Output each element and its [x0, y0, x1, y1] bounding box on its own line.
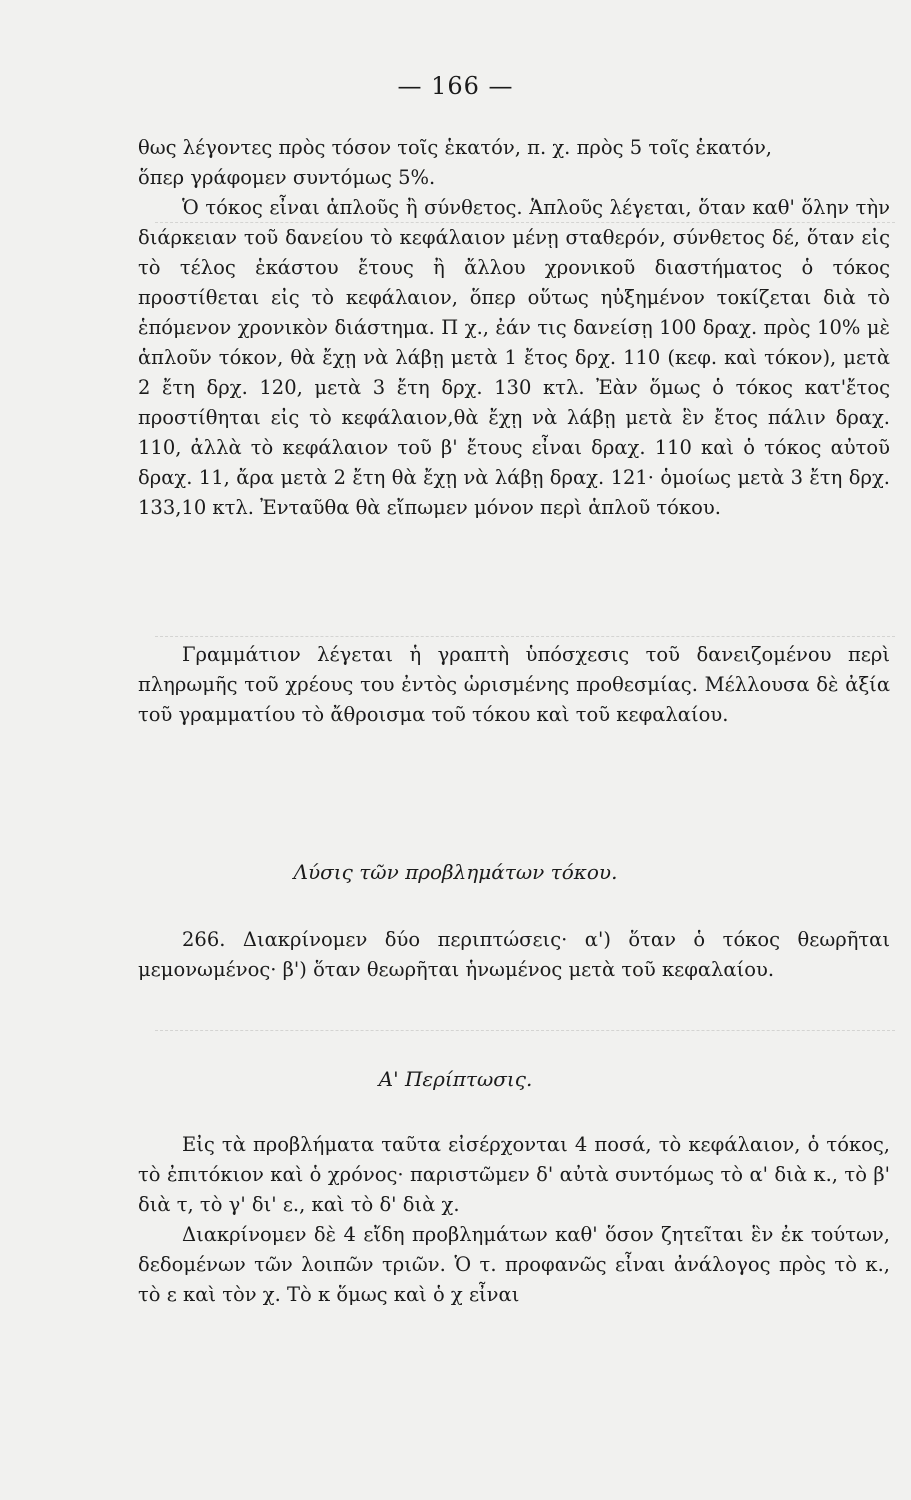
subsection-title: Α' Περίπτωσις.	[378, 1067, 533, 1091]
promissory-note-paragraph	[138, 640, 890, 730]
promissory-note-text: Γραμμάτιον λέγεται ἡ γραπτὴ ὑπόσχεσις τοῦ δανειζομένου περὶ πληρωμῆς τοῦ χρέους του ἐντὸς ὡρισμένης προθεσμίας. Μέλλουσα δὲ ἀξία τοῦ γραμματίου τὸ ἄθροισμα τοῦ τόκου καὶ τοῦ κεφαλαίου.	[138, 643, 890, 726]
case-a-paragraph-2: Διακρίνομεν δὲ 4 εἴδη προβλημάτων καθ' ὅσον ζητεῖται ἓν ἐκ τούτων, δεδομένων τῶν λοιπῶν τριῶν. Ὁ τ. προφανῶς εἶναι ἀνάλογος πρὸς τὸ κ., τὸ ε καὶ τὸν χ. Τὸ κ ὅμως καὶ ὁ χ εἶναι	[138, 1223, 890, 1306]
page-number: — 166 —	[397, 72, 514, 100]
case-a-paragraphs	[138, 1130, 890, 1310]
interest-types-paragraph	[138, 193, 890, 523]
section-title: Λύσις τῶν προβλημάτων τόκου.	[293, 860, 618, 884]
intro-line-1: θως λέγοντες πρὸς τόσον τοῖς ἑκατόν, π. χ. πρὸς 5 τοῖς ἑκατόν,	[138, 136, 773, 159]
intro-line-2: ὅπερ γράφομεν συντόμως 5%.	[138, 166, 436, 189]
interest-types-text: Ὁ τόκος εἶναι ἁπλοῦς ἢ σύνθετος. Ἁπλοῦς λέγεται, ὅταν καθ' ὅλην τὴν διάρκειαν τοῦ δανείου τὸ κεφάλαιον μένῃ σταθερόν, σύνθετος δέ, ὅταν εἰς τὸ τέλος ἑκάστου ἔτους ἢ ἄλλου χρονικοῦ διαστήματος ὁ τόκος προστίθεται εἰς τὸ κεφάλαιον, ὅπερ οὕτως ηὐξημένον τοκίζεται διὰ τὸ ἑπόμενον χρονικὸν διάστημα. Π χ., ἐάν τις δανείσῃ 100 δραχ. πρὸς 10% μὲ ἁπλοῦν τόκον, θὰ ἔχῃ νὰ λάβῃ μετὰ 1 ἔτος δρχ. 110 (κεφ. καὶ τόκον), μετὰ 2 ἔτη δρχ. 120, μετὰ 3 ἔτη δρχ. 130 κτλ. Ἐὰν ὅμως ὁ τόκος κατ'ἔτος προστίθηται εἰς τὸ κεφάλαιον,θὰ ἔχῃ νὰ λάβῃ μετὰ ἓν ἔτος πάλιν δραχ. 110, ἀλλὰ τὸ κεφάλαιον τοῦ β' ἔτους εἶναι δραχ. 110 καὶ ὁ τόκος αὐτοῦ δραχ. 11, ἄρα μετὰ 2 ἔτη θὰ ἔχῃ νὰ λάβῃ δραχ. 121· ὁμοίως μετὰ 3 ἔτη δρχ. 133,10 κτλ. Ἐνταῦθα θὰ εἴπωμεν μόνον περὶ ἁπλοῦ τόκου.	[138, 196, 890, 519]
bleed-through-line	[155, 1030, 895, 1031]
intro-paragraph	[138, 133, 890, 193]
paragraph-266-text: 266. Διακρίνομεν δύο περιπτώσεις· α') ὅταν ὁ τόκος θεωρῆται μεμονωμένος· β') ὅταν θεωρῆται ἡνωμένος μετὰ τοῦ κεφαλαίου.	[138, 928, 890, 981]
paragraph-266	[138, 925, 890, 985]
bleed-through-line	[155, 636, 895, 637]
case-a-paragraph-1: Εἰς τὰ προβλήματα ταῦτα εἰσέρχονται 4 ποσά, τὸ κεφάλαιον, ὁ τόκος, τὸ ἐπιτόκιον καὶ ὁ χρόνος· παριστῶμεν δ' αὐτὰ συντόμως τὸ α' διὰ κ., τὸ β' διὰ τ, τὸ γ' δι' ε., καὶ τὸ δ' διὰ χ.	[138, 1133, 890, 1216]
